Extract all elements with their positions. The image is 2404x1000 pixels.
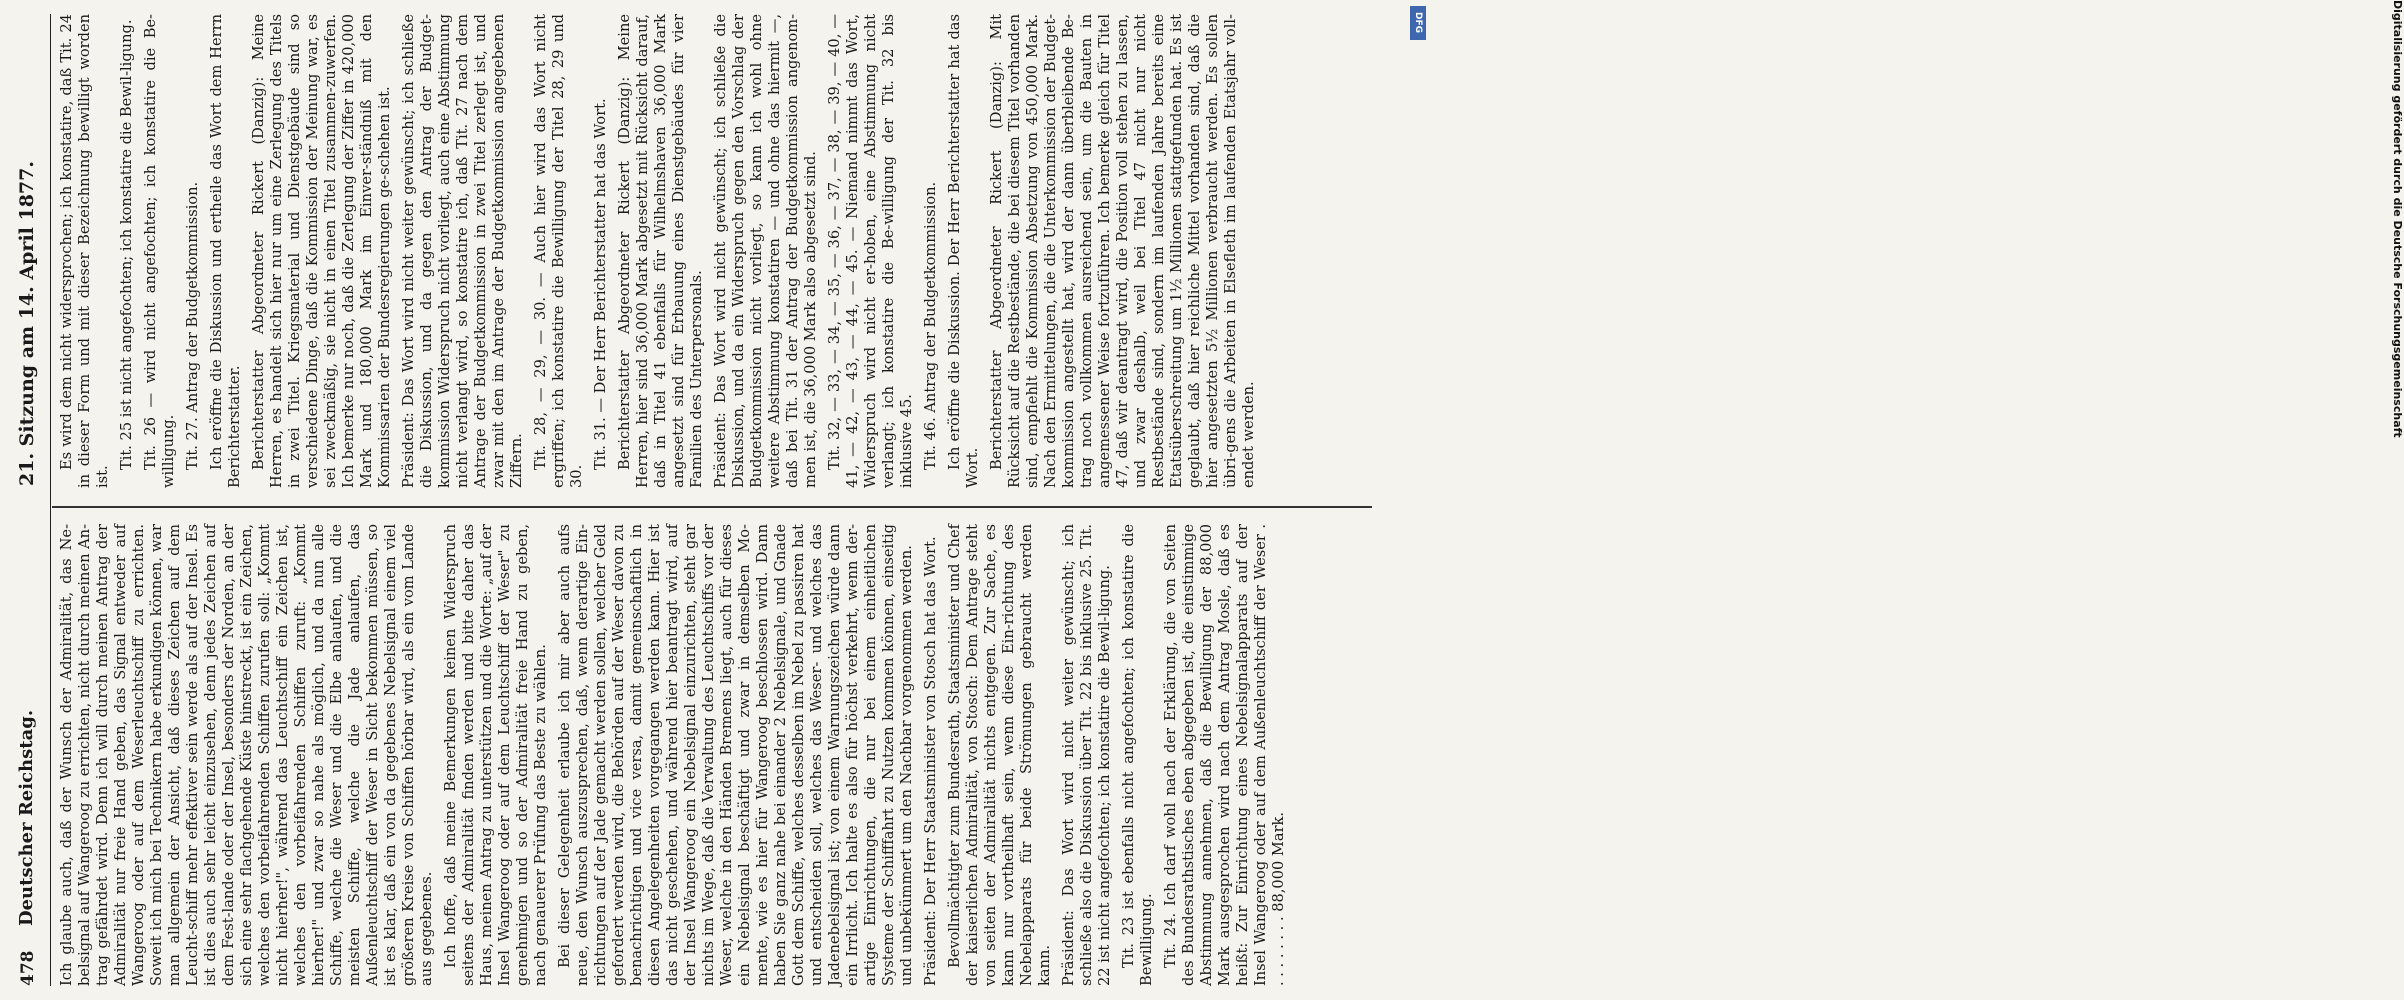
paragraph: Ich glaube auch, daß der Wunsch der Admiralität, das Ne-belsignal auf Wangeroog zu errichten, nicht durch meinen An-trag gefährdet wird. Denn ich will durch meinen Antrag der Admiralität nur freie Hand geben, das Signal entweder auf Wangeroog oder auf dem Weserleuchtschiff zu errichten. Soweit ich mich bei Technikern habe erkundigen können, war man allgemein der Ansicht, daß dieses Zeichen auf dem Leucht-schiff mehr effektiver sein werde als auf der Insel. Es ist dies auch sehr leicht einzusehen, denn jedes Zeichen auf dem Fest-lande oder der Insel, besonders der Norden, an der sich eine sehr flachgehende Küste hinstreckt, ist ein Zeichen, welches den vorbeifahrenden Schiffen zurufen soll: „Kommt nicht hierher!", während das Leuchtschiff ein Zeichen ist, welches den vorbeifahrenden Schiffen zuruft: „Kommt hierher!" und zwar so nahe als möglich, und da nun alle Schiffe, welche die Weser und die Elbe anlaufen, und die meisten Schiffe, welche die Jade anlaufen, das Außenleuchtschiff der Weser in Sicht bekommen müssen, so ist es klar, daß ein von da gegebenes Nebelsignal einem viel größeren Kreise von Schiffen hörbar wird, als ein vom Lande aus gegebenes. [58, 524, 435, 986]
page-number: 478 [18, 950, 38, 986]
paragraph: Es wird dem nicht widersprochen; ich konstatire, daß Tit. 24 in dieser Form und mit dieser Bezeichnung bewilligt worden ist. [58, 14, 111, 488]
publication-title: Deutscher Reichstag. [16, 709, 37, 926]
paragraph: Tit. 32, — 33, — 34, — 35, — 36, — 37, — 38, — 39, — 40, — 41, — 42, — 43, — 44, — 45. — Niemand nimmt das Wort, Widerspruch wird nicht er-hoben, eine Abstimmung nicht verlangt; ich konstatire die Be-willigung der Tit. 32 bis inklusive 45. [826, 14, 915, 488]
paragraph: Bevollmächtigter zum Bundesrath, Staatsminister und Chef der kaiserlichen Admiralität, von Stosch: Dem Antrage steht von seiten der Admiralität nichts entgegen. Zur Sache, es kann nur vortheilhaft sein, wenn diese Ein-richtung des Nebelapparats für beide Strömungen gebraucht werden kann. [946, 524, 1053, 986]
funding-note-strip [1404, 0, 2404, 1000]
session-title: 21. Sitzung am 14. April 1877. [16, 161, 38, 486]
paragraph: Tit. 31. — Der Herr Berichterstatter hat das Wort. [592, 98, 609, 470]
right-column [58, 14, 1368, 488]
paragraph: Tit. 26 — wird nicht angefochten; ich konstatire die Be-willigung. [142, 14, 177, 488]
paragraph: Präsident: Das Wort wird nicht gewünscht; ich schließe die Diskussion, und da ein Widerspruch gegen den Vorschlag der Budgetkommission nicht vorliegt, so kann ich wohl ohne weitere Abstimmung konstatiren — und ohne das hiermit —, daß bei Tit. 31 der Antrag der Budgetkommission angenom-men ist, die 36,000 Mark also abgesetzt sind. [712, 14, 819, 488]
paragraph: Bei dieser Gelegenheit erlaube ich mir aber auch aufs neue, den Wunsch auszusprechen, daß, wenn derartige Ein-richtungen auf der Jade gemacht werden sollen, welcher Geld gefordert werden wird, die Behörden auf der Weser davon zu benachrichtigen und vice versa, damit gemeinschaftlich in diesen Angelegenheiten vorgegangen werden kann. Hier ist das nicht geschehen, und während hier beantragt wird, auf der Insel Wangeroog ein Nebelsignal einzurichten, steht gar nichts im Wege, daß die Verwaltung des Leuchtschiffs vor der Weser, welche in den Händen Bremens liegt, auch für dieses ein Nebelsignal beschäftigt und zwar in demselben Mo-mente, wie es hier für Wangeroog beschlossen wird. Dann haben Sie ganz nahe bei einander 2 Nebelsignale, und Gnade Gott dem Schiffe, welches desselben im Nebel zu passiren hat und entscheiden soll, welches das Weser- und welches das Jadenebelsignal ist; von einem Warnungszeichen würde dann ein Irrlicht. Ich halte es also für höchst verkehrt, wenn der-artige Einrichtungen, die nur bei einem einheitlichen Systeme der Schifffahrt zu Nutzen kommen können, einseitig und unbekümmert um den Nachbar vorgenommen werden. [556, 524, 915, 986]
paragraph: Präsident: Das Wort wird nicht weiter gewünscht; ich schließe also die Diskussion über Tit. 22 bis inklusive 25. Tit. 22 ist nicht angefochten; ich konstatire die Bewil-ligung. [1060, 524, 1113, 986]
paragraph: Tit. 28, — 29, — 30. — Auch hier wird das Wort nicht ergriffen; ich konstatire die Bewilligung der Titel 28, 29 und 30. [532, 14, 585, 488]
paragraph: Tit. 25 ist nicht angefochten; ich konstatire die Bewil-ligung. [118, 19, 135, 470]
paragraph: Berichterstatter Abgeordneter Rickert (Danzig): Meine Herren, hier sind 36,000 Mark abgesetzt mit Rücksicht darauf, daß in Titel 41 ebenfalls für Wilhelmshaven 36,000 Mark angesetzt sind für Erbauung eines Dienstgebäudes für vier Familien des Unterpersonals. [616, 14, 705, 488]
dfg-logo: DFG [1410, 6, 1426, 40]
page-header [10, 14, 51, 986]
paragraph: Ich eröffne die Diskussion. Der Herr Berichterstatter hat das Wort. [946, 14, 981, 488]
paragraph: Berichterstatter Abgeordneter Rickert (Danzig): Meine Herren, es handelt sich hier nur um eine Zerlegung des Titels in zwei Titel. Kriegsmaterial und Dienstgebäude sind so verschiedene Dinge, daß die Kommission der Meinung war, es sei zweckmäßig, sie nicht in einen Titel zusammen-zuwerfen. Ich bemerke nur noch, daß die Zerlegung der Ziffer in 420,000 Mark und 180,000 Mark im Einver-ständniß mit den Kommissarien der Bundesregierungen ge-schehen ist. [250, 14, 393, 488]
paragraph: Tit. 23 ist ebenfalls nicht angefochten; ich konstatire die Bewilligung. [1120, 524, 1155, 986]
column-divider [52, 507, 1372, 509]
left-column [58, 524, 1368, 986]
paragraph: Tit. 24. Ich darf wohl nach der Erklärung, die von Seiten des Bundesrathstisches eben abgegeben ist, die einstimmige Abstimmung annehmen, daß die Bewilligung der 88,000 Mark ausgesprochen wird nach dem Antrag Mosle, daß es heißt: Zur Einrichtung eines Nebelsignalapparats auf der Insel Wangeroog oder auf dem Außenleuchtschiff der Weser . . . . . . . . . 88,000 Mark. [1162, 524, 1287, 986]
paragraph: Tit. 46. Antrag der Budgetkommission. [922, 181, 939, 470]
paragraph: Präsident: Der Herr Staatsminister von Stosch hat das Wort. [922, 536, 939, 986]
funding-note: Digitalisierung gefördert durch die Deutsche Forschungsgemeinschaft [2391, 0, 2404, 438]
paragraph: Ich hoffe, daß meine Bemerkungen keinen Widerspruch seitens der Admiralität finden werden und bitte daher das Haus, meinen Antrag zu unterstützen und die Worte: „auf der Insel Wangeroog oder auf dem Leuchtschiff der Weser" zu genehmigen und so der Admiralität freie Hand zu geben, nach genauerer Prüfung das Beste zu wählen. [442, 524, 549, 986]
paragraph: Berichterstatter Abgeordneter Rickert (Danzig): Mit Rücksicht auf die Restbestände, die bei diesem Titel vorhanden sind, empfiehlt die Kommission Absetzung von 450,000 Mark. Nach den Ermittelungen, die die Unterkommission der Budget-kommission angestellt hat, wird der dann überbleibende Be-trag noch vollkommen ausreichend sein, um die Bauten in angemessener Weise fortzuführen. Ich bemerke gleich für Titel 47, daß wir deantragt wird, die Position voll stehen zu lassen, und zwar deshalb, weil bei Titel 47 nicht nur nicht Restbestände sind, sondern im laufenden Jahre bereits eine Etatsüberschreitung um 1½ Millionen stattgefunden hat. Es ist geglaubt, daß hier reichliche Mittel vorhanden sind, daß die hier angesetzten 5½ Millionen verbraucht werden. Es sollen übri-gens die Arbeiten in Elsefleth im laufenden Etatsjahr voll-endet werden. [988, 14, 1257, 488]
paragraph: Tit. 27. Antrag der Budgetkommission. [184, 181, 201, 470]
paragraph: Ich eröffne die Diskussion und ertheile das Wort dem Herrn Berichterstatter. [208, 14, 243, 488]
paragraph: Präsident: Das Wort wird nicht weiter gewünscht; ich schließe die Diskussion, und da gegen den Antrag der Budget-kommission Widerspruch nicht vorliegt, auch eine Abstimmung nicht verlangt wird, so konstatire ich, daß Tit. 27 nach dem Antrage der Budgetkommission in zwei Titel zerlegt ist, und zwar mit den im Antrage der Budgetkommission angegebenen Ziffern. [400, 14, 525, 488]
